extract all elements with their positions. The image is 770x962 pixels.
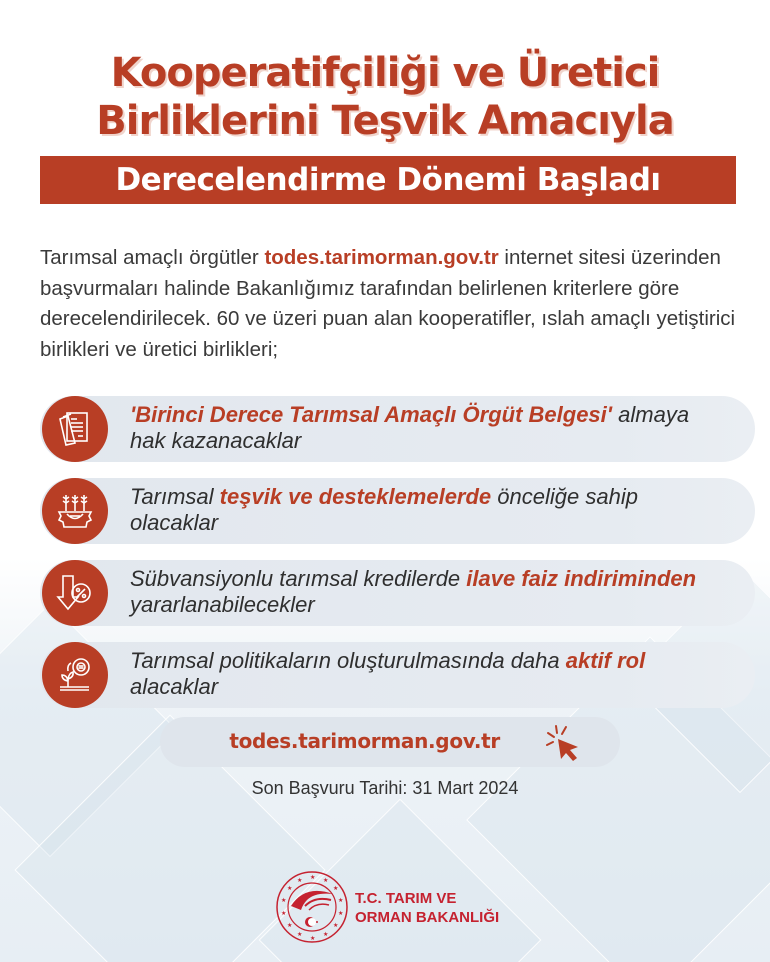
benefit-highlight: ilave faiz indiriminden [466,566,697,591]
ministry-logo [275,870,349,944]
svg-text:★: ★ [310,874,316,881]
svg-text:★: ★ [338,910,344,917]
click-cursor-icon [542,723,584,769]
svg-text:★: ★ [297,931,303,938]
benefit-text-3: Sübvansiyonlu tarımsal kredilerde ilave faiz indiriminden yararlanabilecekler [130,566,697,617]
website-url[interactable]: todes.tarimorman.gov.tr [229,729,500,753]
svg-text:★: ★ [333,922,339,929]
plant-policy-icon [42,642,108,708]
intro-text-start: Tarımsal amaçlı örgütler [40,246,265,269]
benefit-highlight: 'Birinci Derece Tarımsal Amaçlı Örgüt Belgesi' [130,402,613,427]
intro-link[interactable]: todes.tarimorman.gov.tr [264,246,499,269]
title-line-1: Kooperatifçiliği ve Üretici [110,50,660,96]
svg-text:★: ★ [297,877,303,884]
svg-text:★: ★ [287,922,293,929]
intro-text-end: internet sitesi üzerinden başvurmaları halinde Bakanlığımız tarafından belirlenen kriterlere göre derecelendirilecek. 60 ve üzeri puan alan kooperatifler, ıslah amaçlı yetiştirici birlikleri ve üretici birlikleri; [40,246,736,361]
benefit-text-4: Tarımsal politikaların oluşturulmasında daha aktif rol alacaklar [130,648,646,699]
title-line-2: Birliklerini Teşvik Amacıyla [96,98,674,144]
benefit-highlight: aktif rol [565,648,646,673]
benefit-text-1: 'Birinci Derece Tarımsal Amaçlı Örgüt Belgesi' almaya hak kazanacaklar [130,402,690,453]
benefit-text-2: Tarımsal teşvik ve desteklemelerde önceliğe sahip olacaklar [130,484,638,535]
percent-down-arrow-icon [42,560,108,626]
ministry-name: T.C. TARIM VE ORMAN BAKANLIĞI [355,890,500,926]
svg-text:★: ★ [323,931,329,938]
svg-text:★: ★ [310,935,316,942]
svg-text:★: ★ [338,897,344,904]
svg-text:★: ★ [281,897,287,904]
deadline-text: Son Başvuru Tarihi: 31 Mart 2024 [251,778,519,798]
intro-paragraph [40,243,760,365]
benefit-item-1 [40,396,755,462]
document-icon [42,396,108,462]
svg-text:★: ★ [281,910,287,917]
svg-text:★: ★ [323,877,329,884]
benefit-item-4 [40,642,755,708]
svg-text:★: ★ [333,885,339,892]
subtitle-banner: Derecelendirme Dönemi Başladı [40,156,736,204]
wheat-gear-icon [42,478,108,544]
website-link-button[interactable] [160,717,620,767]
benefit-item-3 [40,560,755,626]
benefit-item-2 [40,478,755,544]
svg-text:★: ★ [287,885,293,892]
benefit-highlight: teşvik ve desteklemelerde [219,484,492,509]
